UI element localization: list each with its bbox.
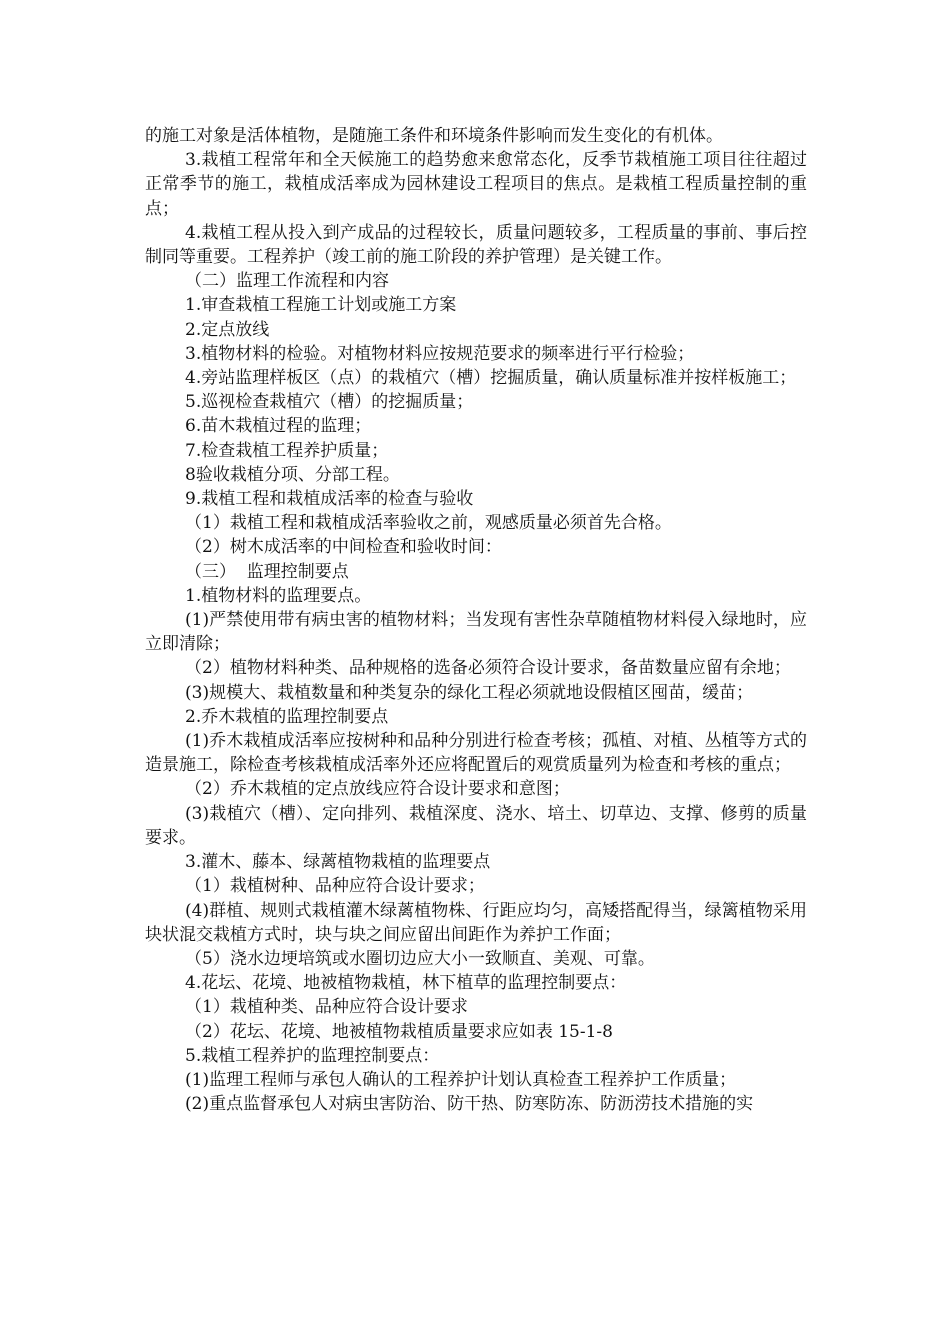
paragraph: 5.栽植工程养护的监理控制要点： (185, 1045, 440, 1066)
paragraph: (1)监理工程师与承包人确认的工程养护计划认真检查工程养护工作质量； (185, 1069, 737, 1090)
paragraph: 的施工对象是活体植物，是随施工条件和环境条件影响而发生变化的有机体。 (145, 126, 723, 146)
paragraph: 3.植物材料的检验。对植物材料应按规范要求的频率进行平行检验； (185, 343, 695, 364)
paragraph: 2.乔木栽植的监理控制要点 (185, 706, 389, 727)
paragraph: 8验收栽植分项、分部工程。 (185, 464, 400, 485)
paragraph: 7.检查栽植工程养护质量； (185, 440, 389, 461)
section-heading: （二）监理工作流程和内容 (185, 271, 389, 292)
paragraph: （1）栽植工程和栽植成活率验收之前，观感质量必须首先合格。 (185, 513, 672, 534)
document-body (145, 124, 807, 1116)
paragraph: 4.旁站监理样板区（点）的栽植穴（槽）挖掘质量，确认质量标准并按样板施工； (185, 368, 797, 389)
paragraph: 5.巡视检查栽植穴（槽）的挖掘质量； (185, 392, 474, 413)
paragraph: 9.栽植工程和栽植成活率的检查与验收 (185, 489, 474, 510)
paragraph: （2）花坛、花境、地被植物栽植质量要求应如表 15-1-8 (185, 1021, 613, 1042)
paragraph: 3.栽植工程常年和全天候施工的趋势愈来愈常态化，反季节栽植施工项目往往超过正常季节的施工，栽植成活率成为园林建设工程项目的焦点。是栽植工程质量控制的重点； (145, 150, 807, 219)
paragraph: (1)严禁使用带有病虫害的植物材料；当发现有害性杂草随植物材料侵入绿地时，应立即清除； (145, 610, 807, 655)
paragraph: (4)群植、规则式栽植灌木绿蓠植物株、行距应均匀，高矮搭配得当，绿篱植物采用块状混交栽植方式时，块与块之间应留出间距作为养护工作面； (145, 900, 807, 945)
paragraph: （2）树木成活率的中间检查和验收时间： (185, 537, 502, 558)
paragraph: （1）栽植树种、品种应符合设计要求； (185, 876, 485, 897)
paragraph: 1.审查栽植工程施工计划或施工方案 (185, 295, 457, 316)
paragraph: 4.花坛、花境、地被植物栽植，林下植草的监理控制要点： (185, 973, 627, 994)
paragraph: （2）乔木栽植的定点放线应符合设计要求和意图； (185, 779, 570, 800)
section-heading: （三） 监理控制要点 (185, 561, 349, 582)
paragraph: 6.苗木栽植过程的监理； (185, 416, 372, 437)
paragraph: (1)乔木栽植成活率应按树种和品种分别进行检查考核；孤植、对植、丛植等方式的造景施工，除检查考核栽植成活率外还应将配置后的观赏质量列为检查和考核的重点； (145, 731, 807, 776)
paragraph: (3)规模大、栽植数量和种类复杂的绿化工程必须就地设假植区囤苗，缓苗； (185, 682, 754, 703)
paragraph: (3)栽植穴（槽）、定向排列、栽植深度、浇水、培土、切草边、支撑、修剪的质量要求。 (145, 803, 807, 848)
paragraph: （5）浇水边埂培筑或水圈切边应大小一致顺直、美观、可靠。 (185, 948, 655, 969)
paragraph: 4.栽植工程从投入到产成品的过程较长，质量问题较多，工程质量的事前、事后控制同等重要。工程养护（竣工前的施工阶段的养护管理）是关键工作。 (145, 222, 807, 268)
paragraph: （1）栽植种类、品种应符合设计要求 (185, 997, 468, 1018)
paragraph: 3.灌木、藤本、绿蓠植物栽植的监理要点 (185, 852, 491, 873)
paragraph: 2.定点放线 (185, 319, 270, 340)
paragraph: （2）植物材料种类、品种规格的选备必须符合设计要求，备苗数量应留有余地； (185, 658, 791, 679)
paragraph: 1.植物材料的监理要点。 (185, 585, 372, 606)
paragraph: (2)重点监督承包人对病虫害防治、防干热、防寒防冻、防沥涝技术措施的实 (185, 1094, 754, 1115)
